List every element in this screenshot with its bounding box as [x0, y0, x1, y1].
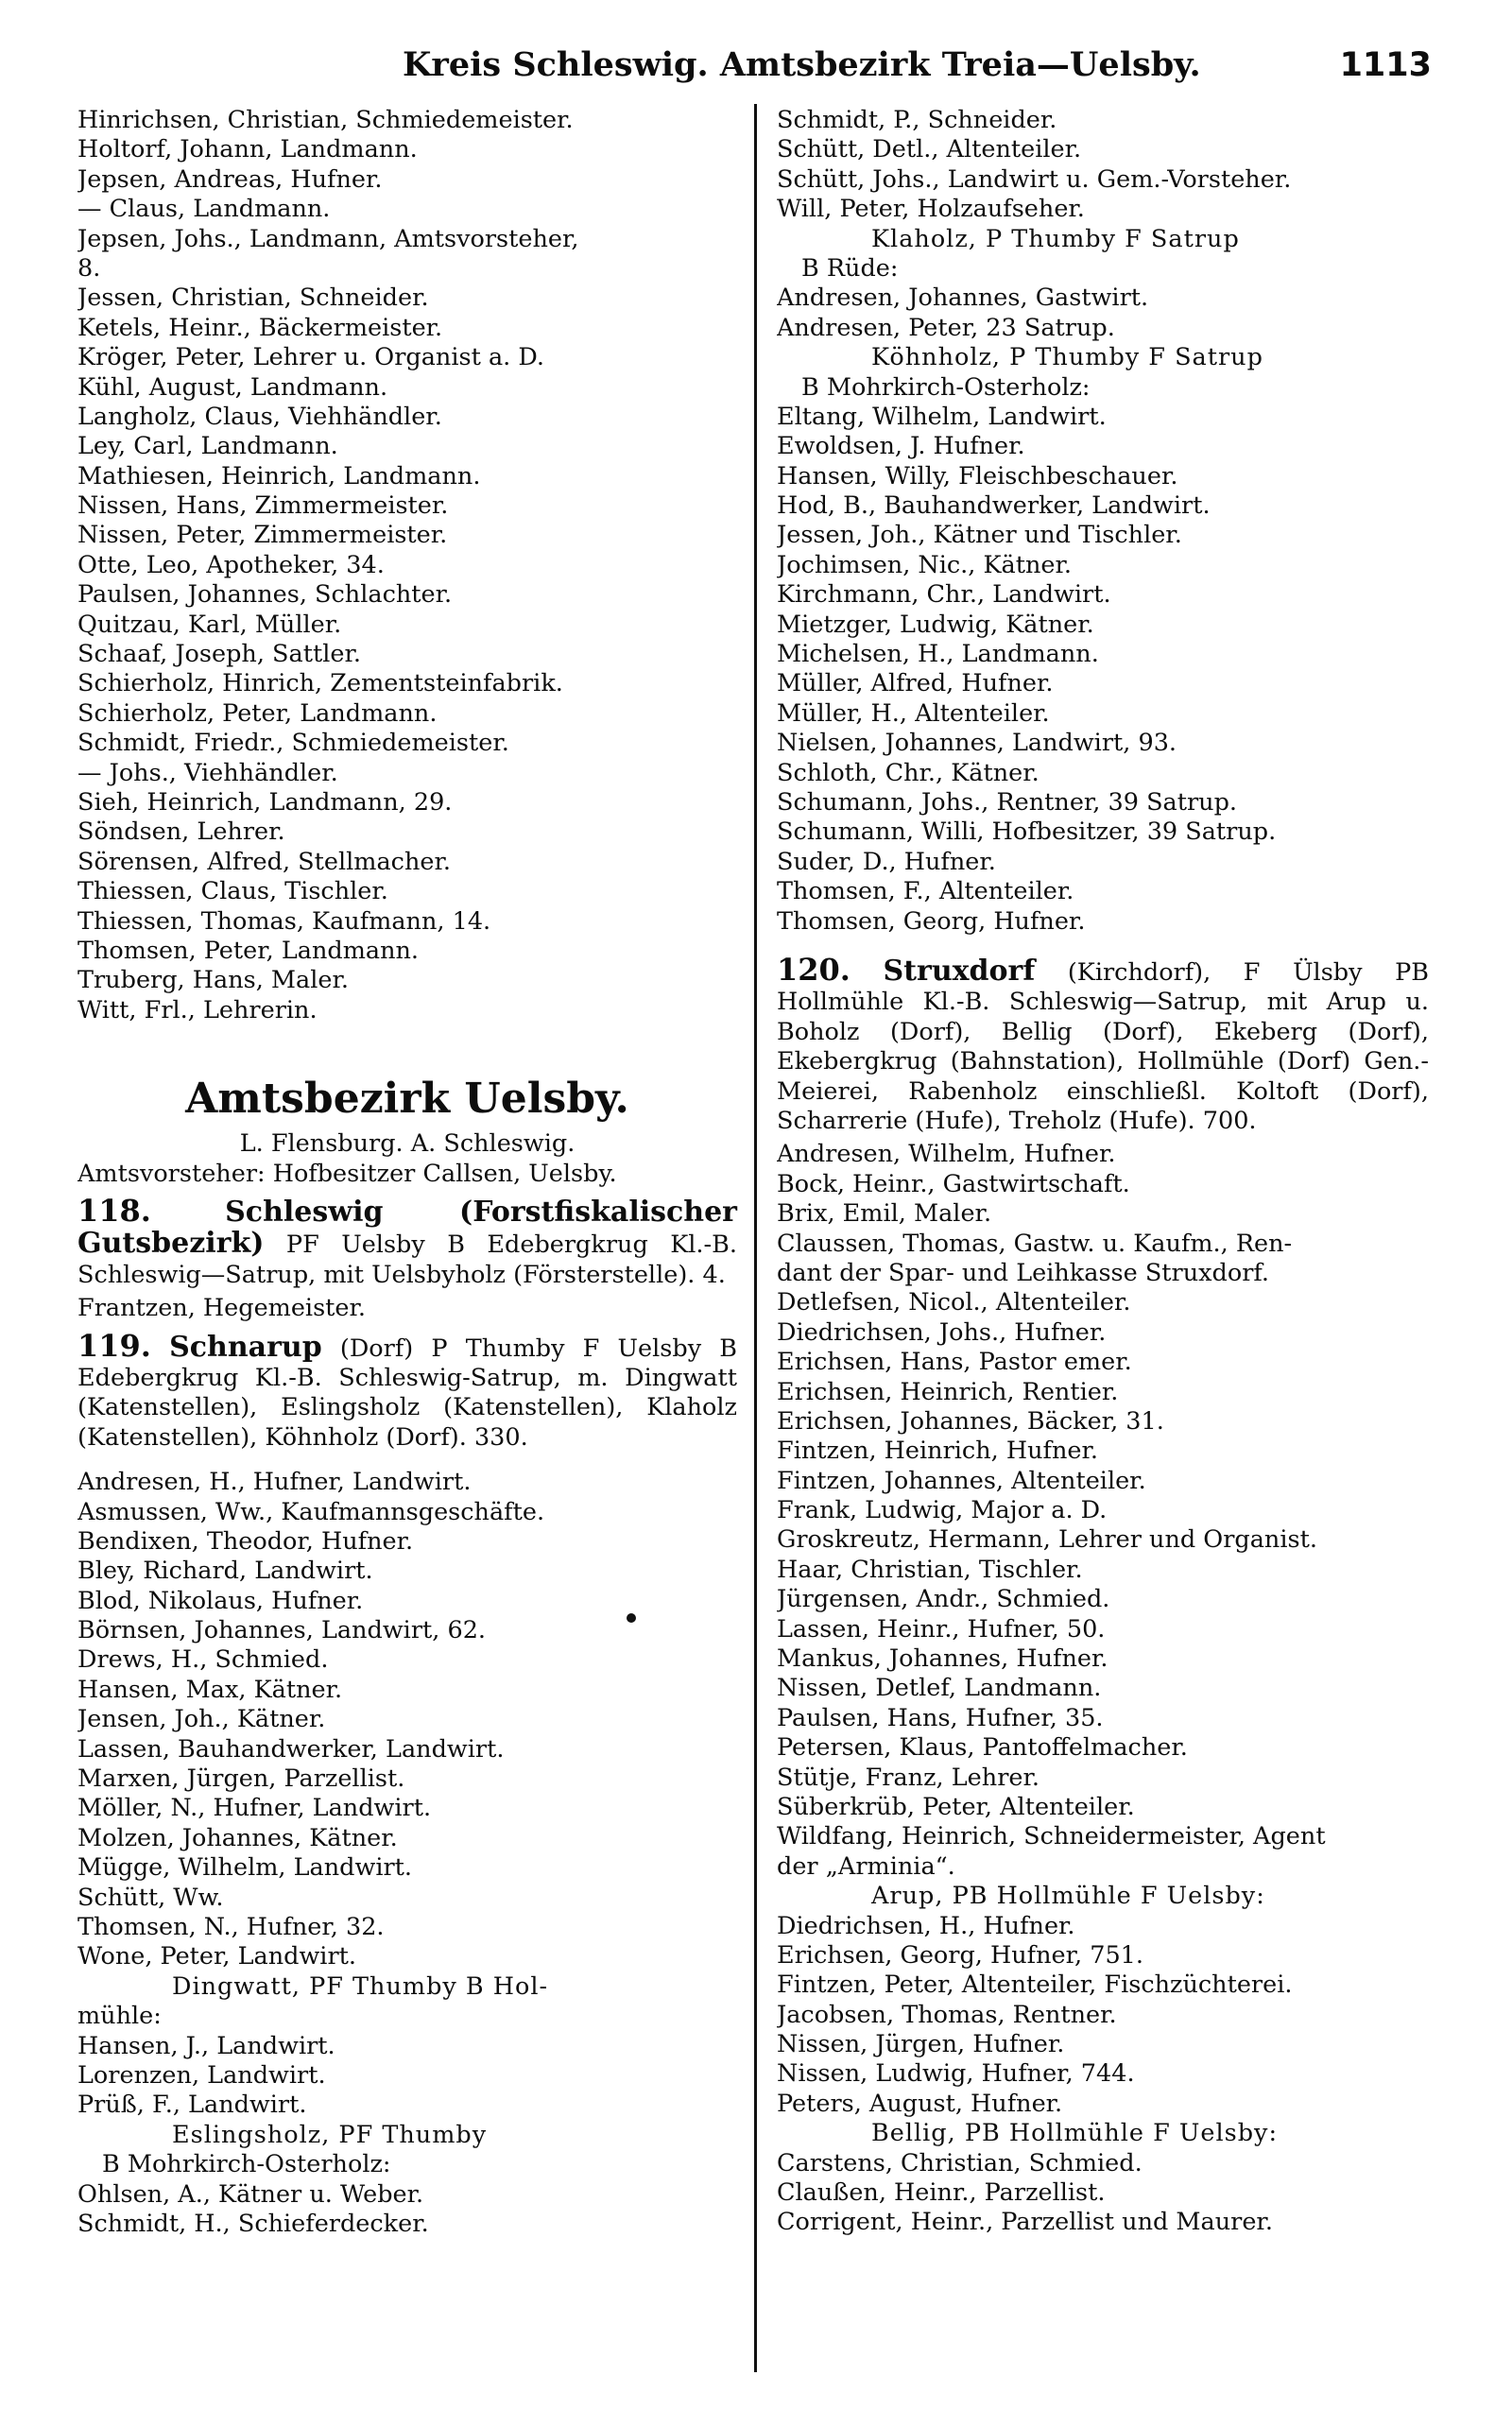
section-heading: Amtsbezirk Uelsby.: [185, 1075, 629, 1124]
municipality-name: Schnarup: [169, 1330, 322, 1364]
municipality-number: 118.: [77, 1192, 151, 1229]
list-item: Lorenzen, Landwirt.: [77, 2060, 326, 2090]
list-item: Schmidt, Friedr., Schmiedemeister.: [77, 729, 509, 758]
municipality-name: Struxdorf: [883, 954, 1036, 988]
list-item: Thomsen, Peter, Landmann.: [77, 936, 420, 965]
list-item: Claußen, Heinr., Parzellist.: [777, 2178, 1106, 2208]
locality-header-cont: B Mohrkirch-Osterholz:: [102, 2150, 391, 2179]
list-item: Schierholz, Hinrich, Zementsteinfabrik.: [77, 669, 563, 698]
list-item: Quitzau, Karl, Müller.: [77, 610, 342, 639]
entry-list: [777, 284, 1429, 343]
list-item: Nissen, Ludwig, Hufner, 744.: [777, 2059, 1135, 2089]
locality-header: Arup, PB Hollmühle F Uelsby:: [871, 1882, 1265, 1911]
list-item: Nissen, Jürgen, Hufner.: [777, 2030, 1065, 2059]
list-item: Langholz, Claus, Viehhändler.: [77, 402, 442, 431]
locality-header: Dingwatt, PF Thumby B Hol-: [172, 1971, 549, 2001]
list-item: Peters, August, Hufner.: [777, 2089, 1063, 2118]
locality-header: Eslingsholz, PF Thumby: [172, 2120, 488, 2149]
list-item: Erichsen, Heinrich, Rentier.: [777, 1377, 1119, 1406]
list-item: Thomsen, F., Altenteiler.: [777, 877, 1074, 906]
list-item: Kröger, Peter, Lehrer u. Organist a. D.: [77, 343, 545, 372]
list-item: Thomsen, Georg, Hufner.: [777, 906, 1086, 936]
list-item: Jürgensen, Andr., Schmied.: [777, 1585, 1110, 1614]
list-item: Lassen, Heinr., Hufner, 50.: [777, 1614, 1106, 1644]
municipality-details: (Kirchdorf), F Ülsby PB Hollmühle Kl.-B. Schleswig—Satrup, mit Arup u. Boholz (Dorf), Bellig (Dorf), Ekeberg (Dorf), Ekebergkrug (Bahnstation), Hollmühle (Dorf) Gen.-Meierei, Rabenholz einschließl. Koltoft (Dorf), Scharrerie (Hufe), Treholz (Hufe). 700.: [777, 957, 1430, 1135]
list-item: Eltang, Wilhelm, Landwirt.: [777, 402, 1107, 431]
list-item: Schmidt, H., Schieferdecker.: [77, 2209, 429, 2238]
list-item: Schütt, Detl., Altenteiler.: [777, 135, 1082, 164]
list-item: — Claus, Landmann.: [77, 195, 331, 224]
list-item: Andresen, H., Hufner, Landwirt.: [77, 1468, 472, 1497]
list-item: Jochimsen, Nic., Kätner.: [777, 550, 1073, 579]
entry-list: [777, 1912, 1429, 2120]
list-item: Frank, Ludwig, Major a. D.: [777, 1496, 1108, 1525]
list-item: Jessen, Christian, Schneider.: [77, 284, 429, 313]
list-item: Schütt, Ww.: [77, 1883, 224, 1912]
list-item: Detlefsen, Nicol., Altenteiler.: [777, 1288, 1131, 1317]
list-item: Andresen, Wilhelm, Hufner.: [777, 1140, 1116, 1169]
list-item: Ley, Carl, Landmann.: [77, 432, 338, 461]
list-item: Müller, Alfred, Hufner.: [777, 669, 1054, 698]
list-item: Diedrichsen, H., Hufner.: [777, 1911, 1075, 1940]
list-item: Schumann, Johs., Rentner, 39 Satrup.: [777, 787, 1238, 817]
list-item: dant der Spar- und Leihkasse Struxdorf.: [777, 1258, 1270, 1287]
list-item: Wone, Peter, Landwirt.: [77, 1942, 357, 1971]
column-divider: [754, 104, 757, 2372]
section-subheading: L. Flensburg. A. Schleswig.: [239, 1129, 576, 1159]
municipality-number: 120.: [777, 951, 850, 988]
locality-header-cont: B Mohrkirch-Osterholz:: [801, 372, 1091, 402]
list-item: Wildfang, Heinrich, Schneidermeister, Agent: [777, 1822, 1326, 1851]
list-item: Ohlsen, A., Kätner u. Weber.: [77, 2179, 424, 2209]
list-item: Nissen, Peter, Zimmermeister.: [77, 521, 448, 550]
list-item: Bendixen, Theodor, Hufner.: [77, 1526, 414, 1556]
list-item: Otte, Leo, Apotheker, 34.: [77, 550, 385, 579]
locality-header: Klaholz, P Thumby F Satrup: [871, 224, 1240, 253]
list-item: Börnsen, Johannes, Landwirt, 62.: [77, 1616, 487, 1645]
list-item: Fintzen, Heinrich, Hufner.: [777, 1437, 1098, 1466]
list-item: Hinrichsen, Christian, Schmiedemeister.: [77, 106, 574, 134]
list-item: Paulsen, Hans, Hufner, 35.: [777, 1703, 1104, 1732]
list-item: Müller, H., Altenteiler.: [777, 698, 1050, 728]
locality-header: Bellig, PB Hollmühle F Uelsby:: [871, 2119, 1279, 2148]
list-item: Drews, H., Schmied.: [77, 1645, 329, 1675]
list-item: Mügge, Wilhelm, Landwirt.: [77, 1853, 413, 1883]
list-item: Jacobsen, Thomas, Rentner.: [777, 2000, 1117, 2029]
list-item: Kirchmann, Chr., Landwirt.: [777, 580, 1111, 610]
municipality-120: [777, 951, 1430, 1136]
list-item: Fintzen, Peter, Altenteiler, Fischzüchterei.: [777, 1971, 1293, 2000]
right-column: [777, 106, 1429, 2238]
list-item: Haar, Christian, Tischler.: [777, 1555, 1083, 1584]
list-item: Hod, B., Bauhandwerker, Landwirt.: [777, 491, 1211, 521]
list-item: Witt, Frl., Lehrerin.: [77, 995, 318, 1024]
page-header: [76, 42, 1432, 89]
entry-list: [777, 1140, 1429, 1882]
list-item: Bock, Heinr., Gastwirtschaft.: [777, 1169, 1130, 1198]
list-item: Sieh, Heinrich, Landmann, 29.: [77, 787, 453, 817]
list-item: Michelsen, H., Landmann.: [777, 640, 1099, 669]
list-item: Blod, Nikolaus, Hufner.: [77, 1586, 364, 1615]
municipality-number: 119.: [77, 1327, 151, 1364]
list-item: Paulsen, Johannes, Schlachter.: [77, 580, 453, 610]
list-item: Schmidt, P., Schneider.: [777, 106, 1057, 134]
list-item: Schierholz, Peter, Landmann.: [77, 698, 438, 728]
list-item: Marxen, Jürgen, Parzellist.: [77, 1764, 405, 1794]
list-item: Erichsen, Johannes, Bäcker, 31.: [777, 1406, 1164, 1436]
list-item: Schaaf, Joseph, Sattler.: [77, 640, 361, 669]
entry-list: [777, 106, 1429, 225]
section-vorsteher: Amtsvorsteher: Hofbesitzer Callsen, Uelsby.: [77, 1159, 617, 1188]
list-item: — Johs., Viehhändler.: [77, 758, 338, 787]
list-item: Thomsen, N., Hufner, 32.: [77, 1912, 385, 1941]
list-item: Jensen, Joh., Kätner.: [77, 1705, 326, 1734]
list-item: Jepsen, Andreas, Hufner.: [77, 164, 383, 194]
list-item: Andresen, Johannes, Gastwirt.: [777, 284, 1149, 313]
list-item: Hansen, Max, Kätner.: [77, 1675, 343, 1704]
list-item: Will, Peter, Holzaufseher.: [777, 195, 1085, 224]
municipality-details: (Dorf) P Thumby F Uelsby B Edebergkrug Kl.-B. Schleswig-Satrup, m. Dingwatt (Katenstellen), Eslingsholz (Katenstellen), Klaholz (Katenstellen), Köhnholz (Dorf). 330.: [77, 1334, 738, 1452]
list-item: Jessen, Joh., Kätner und Tischler.: [777, 521, 1182, 550]
locality-header: Köhnholz, P Thumby F Satrup: [871, 343, 1263, 372]
list-item: Truberg, Hans, Maler.: [77, 966, 349, 995]
entry-list: [777, 403, 1429, 937]
entry-list: [77, 2032, 737, 2121]
entry-list: [77, 2180, 737, 2240]
page-number: 1113: [1339, 46, 1432, 84]
locality-header-cont: B Rüde:: [801, 253, 899, 283]
list-item: Thiessen, Thomas, Kaufmann, 14.: [77, 906, 491, 936]
list-item: der „Arminia“.: [777, 1851, 955, 1881]
list-item: Stütje, Franz, Lehrer.: [777, 1763, 1040, 1792]
list-item: Sörensen, Alfred, Stellmacher.: [77, 847, 451, 876]
list-item: Brix, Emil, Maler.: [777, 1199, 992, 1229]
list-item: Bley, Richard, Landwirt.: [77, 1557, 373, 1586]
locality-header-cont: mühle:: [77, 2002, 162, 2031]
list-item: Holtorf, Johann, Landmann.: [77, 135, 418, 164]
list-item: Schütt, Johs., Landwirt u. Gem.-Vorsteher.: [777, 164, 1292, 194]
municipality-name: Schleswig (Forstfiskalischer Gutsbezirk): [77, 1195, 737, 1261]
list-item: Carstens, Christian, Schmied.: [777, 2148, 1143, 2177]
list-item: Groskreutz, Hermann, Lehrer und Organist.: [777, 1525, 1317, 1555]
list-item: Nissen, Detlef, Landmann.: [777, 1674, 1102, 1703]
list-item: Erichsen, Georg, Hufner, 751.: [777, 1940, 1144, 1970]
list-item: Ewoldsen, J. Hufner.: [777, 432, 1025, 461]
list-item: Diedrichsen, Johs., Hufner.: [777, 1317, 1107, 1347]
list-item: Andresen, Peter, 23 Satrup.: [777, 313, 1115, 342]
list-item: Schumann, Willi, Hofbesitzer, 39 Satrup.: [777, 818, 1277, 847]
running-title: Kreis Schleswig. Amtsbezirk Treia—Uelsby.: [403, 45, 1201, 84]
list-item: Prüß, F., Landwirt.: [77, 2091, 307, 2120]
list-item: Mathiesen, Heinrich, Landmann.: [77, 461, 481, 491]
list-item: Thiessen, Claus, Tischler.: [77, 877, 388, 906]
list-item: Kühl, August, Landmann.: [77, 372, 388, 402]
list-item: Lassen, Bauhandwerker, Landwirt.: [77, 1734, 505, 1764]
list-item: Süberkrüb, Peter, Altenteiler.: [777, 1792, 1135, 1821]
list-item: Möller, N., Hufner, Landwirt.: [77, 1794, 432, 1823]
list-item: Schloth, Chr., Kätner.: [777, 758, 1040, 787]
list-item: Hansen, J., Landwirt.: [77, 2031, 335, 2060]
list-item: Ketels, Heinr., Bäckermeister.: [77, 313, 443, 342]
list-item: Nissen, Hans, Zimmermeister.: [77, 491, 449, 521]
list-item: Mankus, Johannes, Hufner.: [777, 1644, 1108, 1674]
list-item: Nielsen, Johannes, Landwirt, 93.: [777, 729, 1177, 758]
municipality-119: [77, 1327, 738, 1454]
municipality-details: PF Uelsby B Edebergkrug Kl.-B. Schleswig—Satrup, mit Uelsbyholz (Försterstelle). 4.: [77, 1231, 737, 1289]
list-item: Erichsen, Hans, Pastor emer.: [777, 1348, 1132, 1377]
list-item: Mietzger, Ludwig, Kätner.: [777, 610, 1094, 639]
list-item: Molzen, Johannes, Kätner.: [77, 1823, 398, 1852]
list-item: 8.: [77, 253, 101, 283]
entry-list: [77, 1468, 737, 1972]
municipality-118: [77, 1192, 737, 1290]
list-item: Fintzen, Johannes, Altenteiler.: [777, 1466, 1146, 1495]
list-item: Frantzen, Hegemeister.: [77, 1294, 367, 1323]
entry-list: [77, 106, 737, 1025]
list-item: Claussen, Thomas, Gastw. u. Kaufm., Ren-: [777, 1229, 1293, 1258]
list-item: Asmussen, Ww., Kaufmannsgeschäfte.: [77, 1497, 545, 1526]
list-item: Hansen, Willy, Fleischbeschauer.: [777, 461, 1178, 491]
left-column: [77, 106, 737, 2239]
list-item: Corrigent, Heinr., Parzellist und Maurer.: [777, 2208, 1273, 2237]
list-item: Suder, D., Hufner.: [777, 847, 996, 876]
list-item: Söndsen, Lehrer.: [77, 818, 285, 847]
list-item: Petersen, Klaus, Pantoffelmacher.: [777, 1733, 1188, 1763]
list-item: Jepsen, Johs., Landmann, Amtsvorsteher,: [77, 224, 579, 253]
entry-list: [777, 2149, 1429, 2238]
